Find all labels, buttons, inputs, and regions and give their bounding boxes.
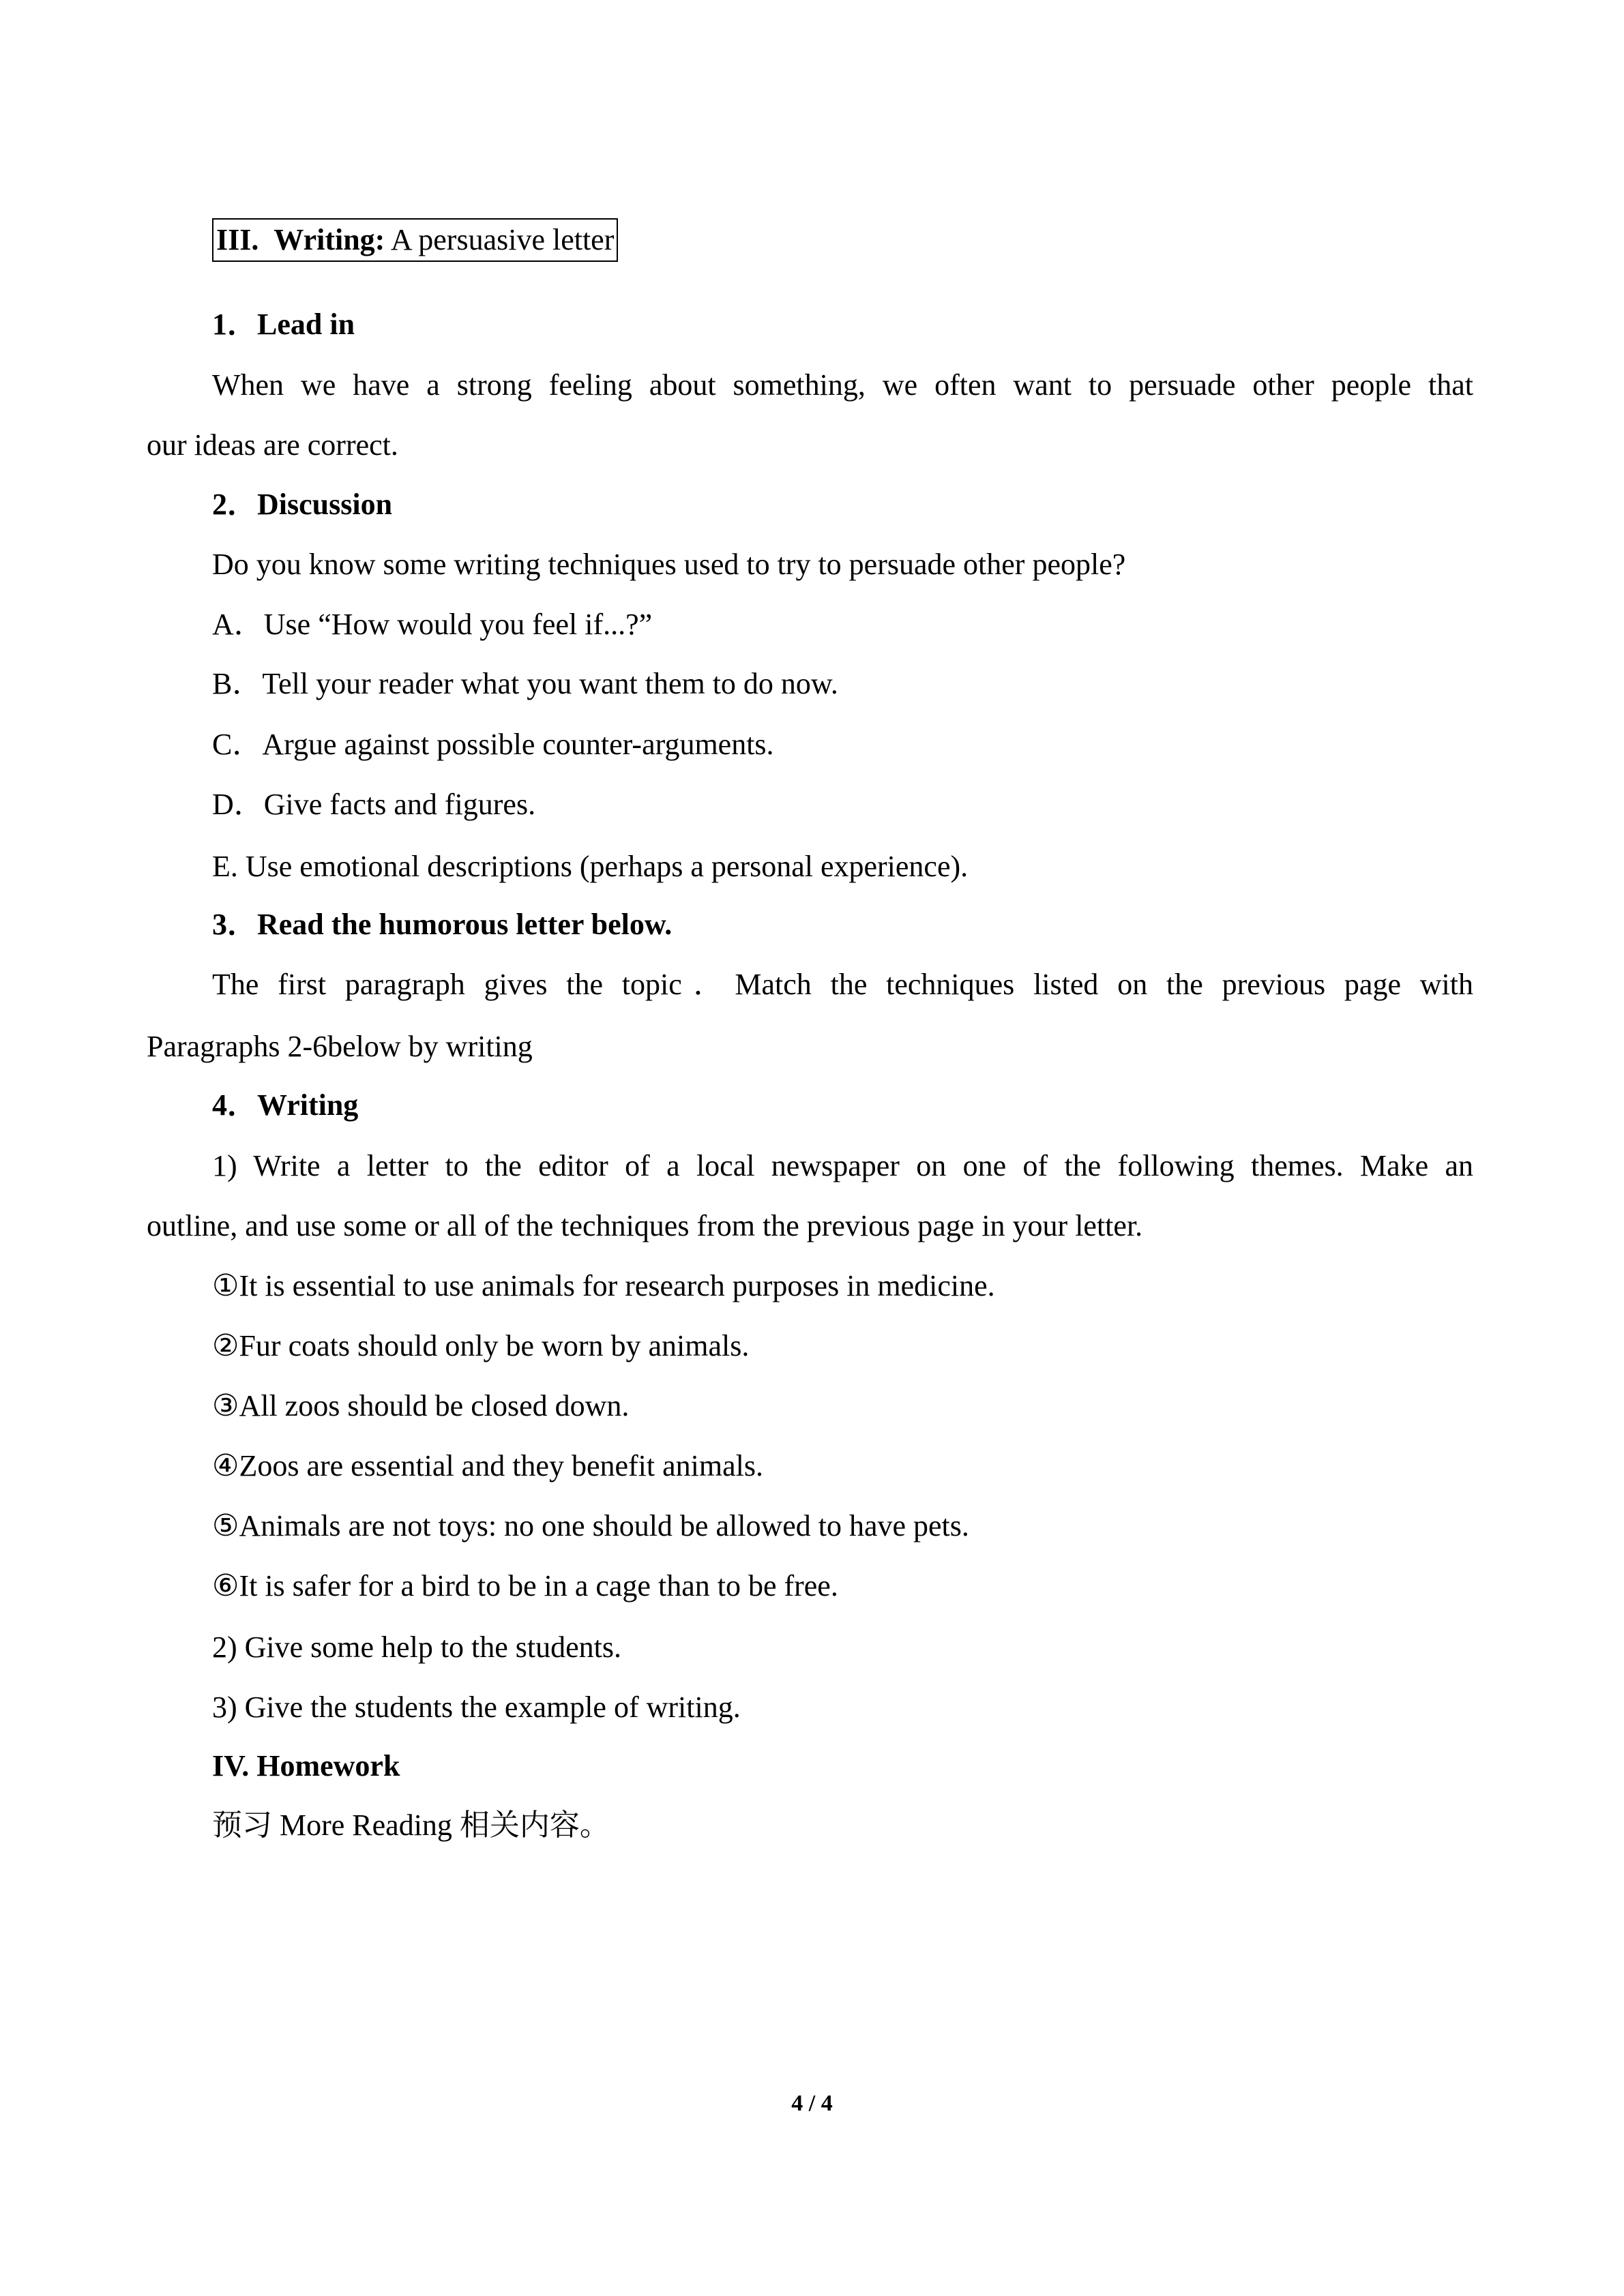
lead-in-heading: 1．Lead in: [212, 308, 355, 341]
lead-in-paragraph-line-2: our ideas are correct.: [147, 428, 398, 462]
lead-in-paragraph-line-1: When we have a strong feeling about something, we often want to persuade other people that: [212, 368, 1473, 402]
section-heading-title: A persuasive letter: [390, 223, 615, 256]
writing-theme-5: ⑤Animals are not toys: no one should be allowed to have pets.: [212, 1509, 969, 1542]
section-heading-label: Writing:: [274, 223, 385, 256]
section-heading-box: [212, 218, 618, 262]
writing-step-2: 2) Give some help to the students.: [212, 1630, 622, 1664]
writing-heading: 4．Writing: [212, 1088, 359, 1122]
writing-theme-4: ④Zoos are essential and they benefit animals.: [212, 1449, 763, 1482]
writing-theme-6: ⑥It is safer for a bird to be in a cage than to be free.: [212, 1569, 838, 1602]
writing-step-3: 3) Give the students the example of writing.: [212, 1690, 741, 1724]
discussion-option-a: A．Use “How would you feel if...?”: [212, 608, 653, 641]
discussion-option-d: D．Give facts and figures.: [212, 788, 536, 821]
homework-heading: IV. Homework: [212, 1749, 400, 1783]
discussion-question: Do you know some writing techniques used to try to persuade other people?: [212, 548, 1126, 581]
page-number: 4 / 4: [791, 2091, 833, 2116]
writing-task-line-2: outline, and use some or all of the techniques from the previous page in your letter.: [147, 1209, 1143, 1242]
read-heading: 3．Read the humorous letter below.: [212, 908, 673, 941]
writing-theme-3: ③All zoos should be closed down.: [212, 1389, 630, 1422]
read-paragraph-line-1: The first paragraph gives the topic．Match the techniques listed on the previous page with: [212, 968, 1473, 1001]
writing-task-line-1: 1) Write a letter to the editor of a local newspaper on one of the following themes. Make an: [212, 1149, 1473, 1182]
homework-text: 预习 More Reading 相关内容。: [212, 1808, 610, 1842]
discussion-option-e: E. Use emotional descriptions (perhaps a personal experience).: [212, 850, 969, 883]
writing-theme-1: ①It is essential to use animals for research purposes in medicine.: [212, 1269, 995, 1302]
discussion-option-b: B．Tell your reader what you want them to do now.: [212, 667, 838, 700]
read-paragraph-line-2: Paragraphs 2-6below by writing: [147, 1030, 533, 1063]
writing-theme-2: ②Fur coats should only be worn by animals.: [212, 1329, 750, 1362]
discussion-heading: 2．Discussion: [212, 488, 393, 521]
section-heading-number: III.: [216, 223, 259, 256]
discussion-option-c: C．Argue against possible counter-arguments.: [212, 728, 774, 761]
